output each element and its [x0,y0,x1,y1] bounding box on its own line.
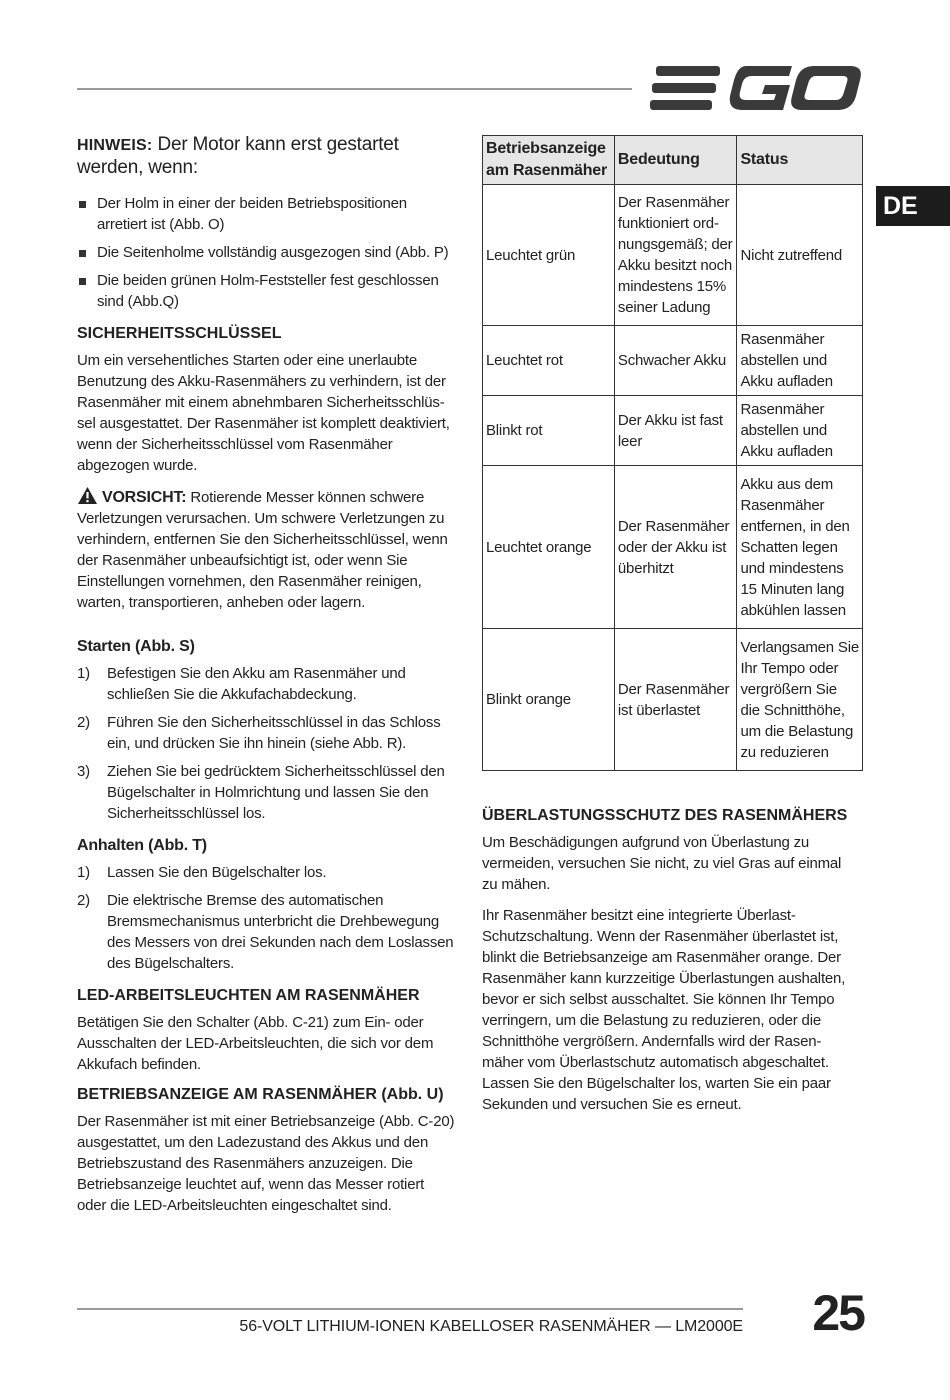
table-row [483,466,863,629]
indicator-heading: BETRIEBSANZEIGE AM RASENMÄHER (Abb. U) [77,1086,444,1103]
list-item: 2) Die elektrische Bremse des automatischen Bremsmechanismus unterbricht die Drehbewegung des Messers von drei Sekunden nach dem Loslassen des Bügelschalters. [77,892,454,972]
language-tab: DE [876,186,950,226]
key-heading: SICHERHEITSSCHLÜSSEL [77,325,282,342]
led-body: Betätigen Sie den Schalter (Abb. C-21) zum Ein- oder Ausschalten der LED-Arbeitsleuchten, die sich vor dem Akkufach befinden. [77,1014,434,1073]
list-item: 2) Führen Sie den Sicherheitsschlüssel in das Schloss ein, und drücken Sie ihn hinein (siehe Abb. R). [77,714,441,752]
list-item: Die beiden grünen Holm-Feststeller fest geschlossen sind (Abb.Q) [77,270,457,312]
stop-steps [77,862,457,974]
table-cell: Akku aus dem Rasenmäher entfernen, in den Schatten legen und mindestens 15 Minuten lang abkühlen lassen [737,466,863,629]
right-column [482,806,852,1125]
page-number: 25 [812,1285,864,1341]
note-text: Der Motor kann erst gestartet werden, wenn: [77,134,399,178]
table-header-cell: Betriebsanzeige am Rasenmäher [483,136,615,185]
table-row [483,185,863,326]
list-item: Der Holm in einer der beiden Betriebspositionen arretiert ist (Abb. O) [77,193,457,235]
header-rule [77,88,632,90]
warning-text: Rotierende Messer können schwere Verletzungen verursachen. Um schwere Verletzungen zu verhindern, entfernen Sie den Sicherheitsschlüssel, wenn der Rasenmäher unbeaufsichtigt ist, oder wenn Sie Einstellungen vornehmen, den Rasenmäher reinigen, warten, transportieren, anheben oder lagern. [77,489,448,611]
table-cell: Blinkt rot [483,396,615,466]
key-body: Um ein versehentliches Starten oder eine unerlaubte Benutzung des Akku-Rasenmähers zu verhindern, ist der Rasenmäher mit einem abnehmbaren Sicherheitsschlüssel ausgestattet. Der Rasenmäher ist komplett deaktiviert, wenn der Sicherheitsschlüssel vom Rasenmäher abgezogen wurde. [77,352,450,474]
start-steps [77,663,457,824]
warning-block [77,486,457,613]
status-table [482,135,863,771]
overload-paragraph-2: Ihr Rasenmäher besitzt eine integrierte Überlast-Schutzschaltung. Wenn der Rasenmäher überlastet ist, blinkt die Betriebsanzeige am Rasenmäher orange. Der Rasenmäher kann kurzzeitige Überlastungen aushalten, bevor er sich selbst ausschaltet. Sie können Ihr Tempo verringern, um die Belastung zu reduzieren, oder die Schnitthöhe vergrößern. Andernfalls wird der Rasenmäher vom Überlastschutz automatisch abgeschaltet. Lassen Sie den Bügelschalter los, warten Sie ein paar Sekunden und versuchen Sie es erneut. [482,907,846,1113]
table-cell: Leuchtet orange [483,466,615,629]
footer-title: 56-VOLT LITHIUM-IONEN KABELLOSER RASENMÄHER — LM2000E [239,1318,743,1335]
table-cell: Schwacher Akku [614,326,737,396]
note-label: HINWEIS: [77,137,153,154]
table-cell: Der Rasenmäher ist überlastet [614,629,737,771]
list-item: 1) Befestigen Sie den Akku am Rasenmäher und schließen Sie die Akkufachabdeckung. [77,665,406,703]
table-row [483,629,863,771]
overload-heading: ÜBERLASTUNGSSCHUTZ DES RASENMÄHERS [482,807,848,824]
table-cell: Rasenmäher abstellen und Akku aufladen [737,396,863,466]
table-row [483,396,863,466]
indicator-body: Der Rasenmäher ist mit einer Betriebsanzeige (Abb. C-20) ausgestattet, um den Ladezustand des Akkus und den Betriebszustand des Rasenmähers anzuzeigen. Die Betriebsanzeige leuchtet auf, wenn das Messer rotiert oder die LED-Arbeitsleuchten eingeschaltet sind. [77,1113,455,1214]
table-cell: Leuchtet grün [483,185,615,326]
table-row [483,326,863,396]
table-cell: Leuchtet rot [483,326,615,396]
led-heading: LED-ARBEITSLEUCHTEN AM RASENMÄHER [77,987,420,1004]
warning-label: VORSICHT: [101,489,187,506]
table-header-row [483,136,863,185]
table-cell: Blinkt orange [483,629,615,771]
ego-logo [650,64,862,112]
table-cell: Der Akku ist fast leer [614,396,737,466]
list-item: 3) Ziehen Sie bei gedrücktem Sicherheitsschlüssel den Bügelschalter in Holmrichtung und lassen Sie den Sicherheitsschlüssel los. [77,763,445,822]
list-item: Die Seitenholme vollständig ausgezogen sind (Abb. P) [77,242,457,263]
footer-rule [77,1308,743,1310]
note-bullet-list [77,193,457,312]
start-heading: Starten (Abb. S) [77,638,195,655]
table-header-cell: Status [737,136,863,185]
table-cell: Rasenmäher abstellen und Akku aufladen [737,326,863,396]
table-cell: Der Rasenmäher funktioniert ordnungsgemäß; der Akku besitzt noch mindestens 15% seiner Ladung [614,185,737,326]
table-cell: Nicht zutreffend [737,185,863,326]
warning-triangle-icon [77,486,98,505]
left-column [77,134,457,1226]
note-block [77,134,457,179]
overload-paragraph-1: Um Beschädigungen aufgrund von Überlastung zu vermeiden, versuchen Sie nicht, zu viel Gras auf einmal zu mähen. [482,834,842,893]
list-item: 1) Lassen Sie den Bügelschalter los. [77,864,327,881]
table-cell: Der Rasenmäher oder der Akku ist überhitzt [614,466,737,629]
stop-heading: Anhalten (Abb. T) [77,837,207,854]
table-header-cell: Bedeutung [614,136,737,185]
table-cell: Verlangsamen Sie Ihr Tempo oder vergrößern Sie die Schnitthöhe, um die Belastung zu reduzieren [737,629,863,771]
